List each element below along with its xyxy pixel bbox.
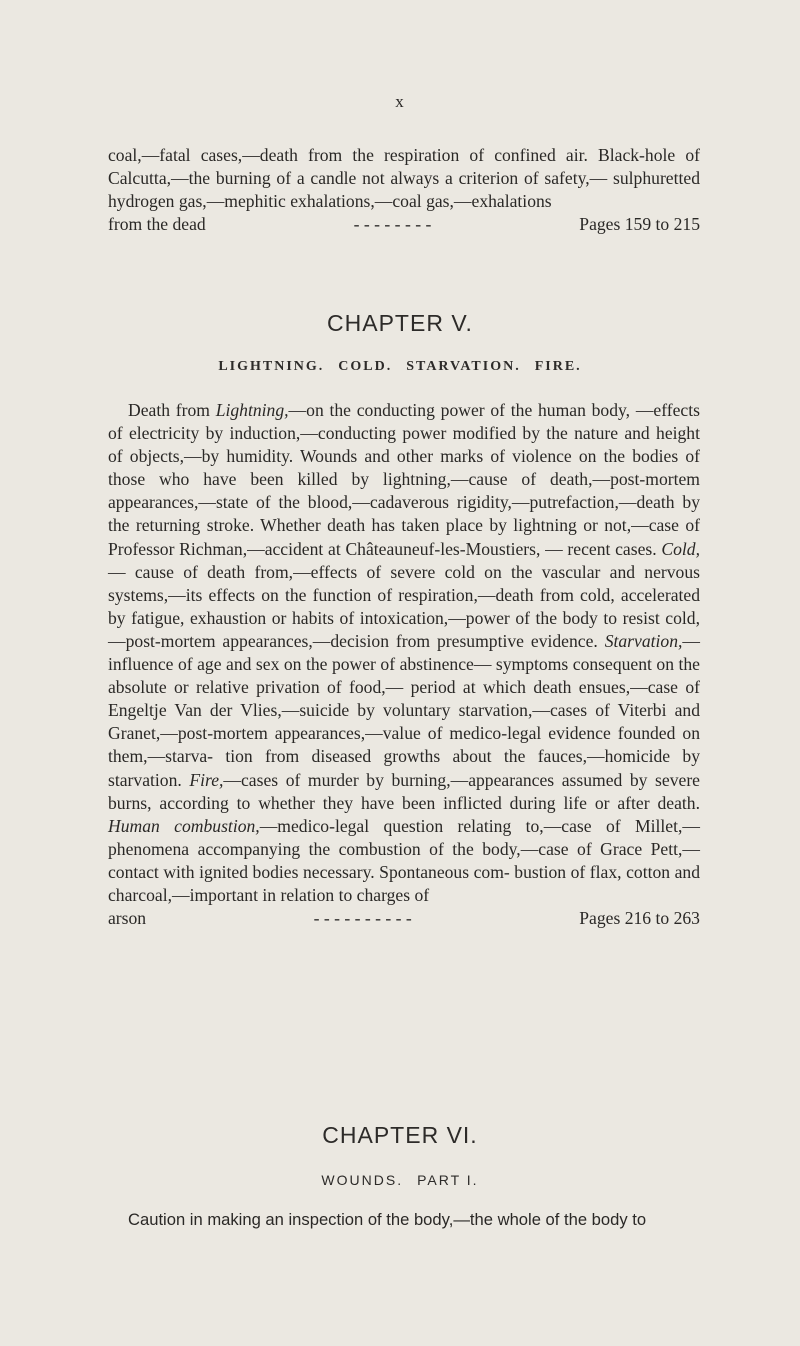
intro-page-range: Pages 159 to 215 — [579, 214, 700, 235]
chapter-5-summary-text — [108, 399, 700, 907]
heading-cold: Cold, — [661, 538, 700, 559]
combustion-text: —medico-legal question relating to,—case of Millet,—phenomena accompanying the combustion of the body,—case of Grace Pett,—contact with ignited bodies necessary. Spontaneous com- bustion of flax, cotton and charcoal,—important in relation to charges of — [108, 815, 700, 905]
topic-starvation: STARVATION. — [406, 359, 521, 374]
heading-fire: Fire, — [189, 769, 224, 790]
heading-lightning: Lightning, — [215, 400, 289, 420]
intro-last-words: from the dead — [108, 214, 206, 235]
chapter-5-title: CHAPTER V. — [327, 310, 473, 336]
topic-cold: COLD. — [338, 359, 393, 374]
chapter-5-topics — [0, 359, 800, 375]
subtitle-part: PART I. — [417, 1172, 479, 1188]
lead-text: Death from — [128, 400, 216, 420]
cold-text: — cause of death from,—effects of severe cold on the vascular and nervous systems,—its effects on the function of respiration,—death from cold, accelerated by fatigue, exhaustion or habits of intoxication,—power of the body to resist cold,—post-mortem appearances,—decision from presumptive evidence. — [108, 561, 700, 651]
chapter-6-summary — [108, 1208, 700, 1231]
chapter-6-subtitle — [0, 1172, 800, 1188]
intro-paragraph — [108, 144, 700, 236]
intro-page-ref-line — [108, 213, 700, 236]
subtitle-wounds: WOUNDS. — [321, 1172, 404, 1188]
chapter-6-title: CHAPTER VI. — [322, 1122, 478, 1148]
heading-starvation: Starvation, — [604, 630, 683, 651]
intro-text: coal,—fatal cases,—death from the respiration of confined air. Black-hole of Calcutta,—the burning of a candle not always a criterion of safety,— sulphuretted hydrogen gas,—mephitic exhalations,—coal gas,—exhalations — [108, 145, 700, 212]
topic-fire: FIRE. — [534, 359, 582, 374]
chapter-5-leader-dashes: - - - - - - - - - - — [313, 908, 412, 929]
fire-text: —cases of murder by burning,—appearances assumed by severe burns, according to whether they have been inflicted during life or after death. — [108, 769, 700, 813]
page-folio: x — [395, 92, 405, 111]
topic-lightning: LIGHTNING. — [218, 359, 325, 374]
chapter-5-last-word: arson — [108, 908, 147, 929]
starvation-text: —influence of age and sex on the power of abstinence— symptoms consequent on the absolute or relative privation of food,— period at which death ensues,—case of Engeltje Van der Vlies,—suicide by voluntary starvation,—cases of Viterbi and Granet,—post-mortem appearances,—value of medico-legal evidence founded on them,—starva- tion from diseased growths about the fauces,—homicide by starvation. — [108, 630, 700, 790]
lightning-text: —on the conducting power of the human body, —effects of electricity by induction,—conducting power modified by the nature and height of objects,—by humidity. Wounds and other marks of violence on the bodies of those who have been killed by lightning,—cause of death,—post-mortem appearances,—state of the blood,—cadaverous rigidity,—putrefaction,—death by the returning stroke. Whether death has taken place by lightning or not,—case of Professor Richman,—accident at Châteauneuf-les-Moustiers, — recent cases. — [108, 400, 700, 559]
chapter-5-page-ref-line — [108, 907, 700, 930]
chapter-5-summary — [108, 399, 700, 930]
intro-leader-dashes: - - - - - - - - — [353, 214, 432, 235]
chapter-5-page-range: Pages 216 to 263 — [579, 908, 700, 929]
chapter-6-text: Caution in making an inspection of the body,—the whole of the body to — [128, 1210, 647, 1229]
heading-human-combustion: Human combustion, — [108, 815, 260, 836]
